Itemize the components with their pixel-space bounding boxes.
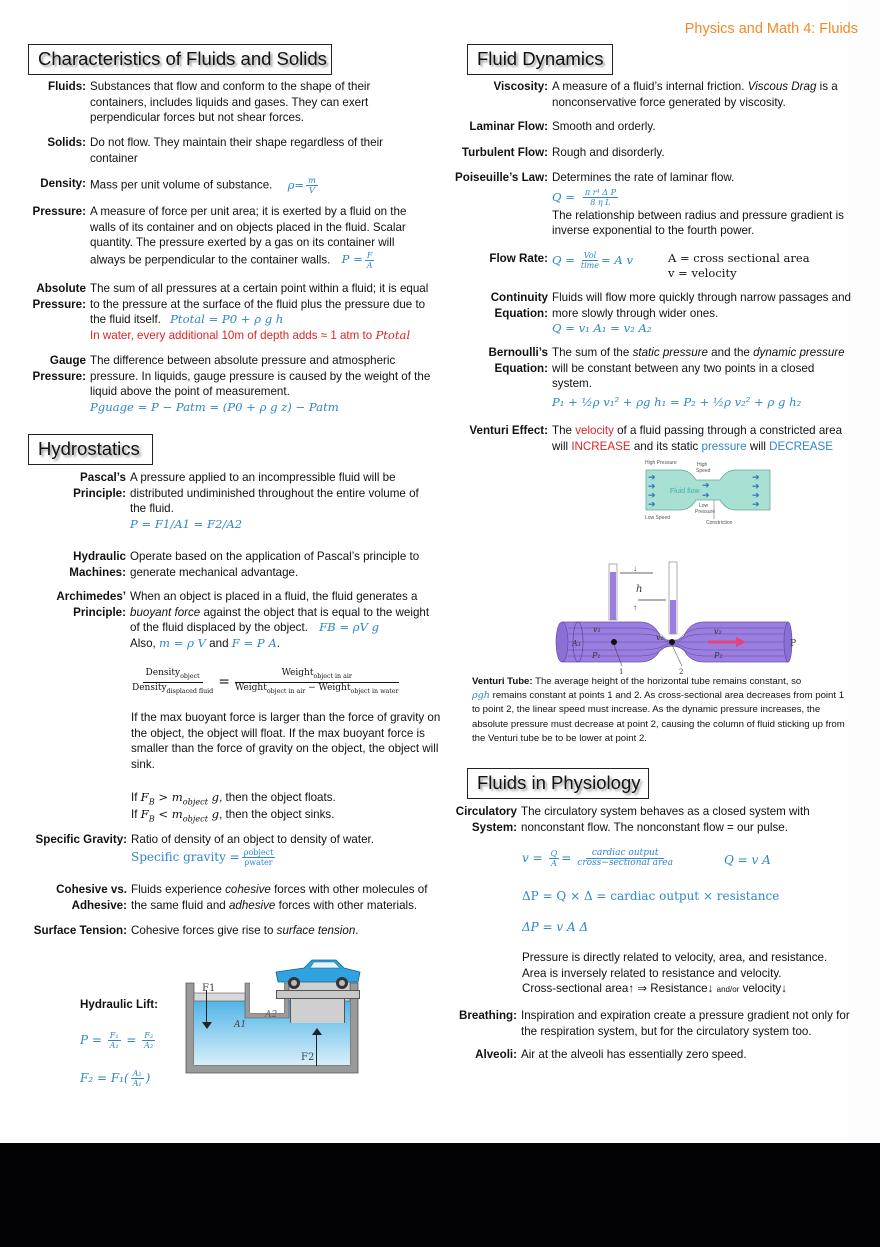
def-velocity: v = velocity (668, 266, 737, 280)
density-ratio-lhs (132, 668, 213, 697)
pascal-label-1: Pascal’s (80, 471, 126, 484)
density-num: m (308, 176, 316, 185)
poiseuille-label: Poiseuille’s Law: (455, 171, 548, 184)
pressure-num: F (366, 250, 373, 260)
hydraulic-lift-formula-1: P = $\frac{\text{F₁}}{\text{A₁}}$ = $\frac{\text{F₂}}{\text{A₂}}$ (80, 1031, 154, 1050)
svg-text:↓: ↓ (633, 564, 637, 573)
flow-rate-definitions (668, 251, 810, 281)
fluids-text: Substances that flow and conform to the shape of their containers, includes liquids and gases. They can exert perpendicular forces but not shear forces. (90, 80, 371, 125)
car-icon (274, 956, 364, 992)
surface-tension-text (131, 923, 440, 939)
viscosity-t1: A measure of a fluid’s internal friction. (552, 80, 748, 93)
rhs-den-a-sub: object in air (266, 687, 306, 695)
f2-arrow (316, 1034, 317, 1066)
archimedes-label-2: Principle: (73, 605, 126, 619)
relation-3c: velocity↓ (739, 982, 788, 996)
archimedes-t2: against the object that is equal to the weight of the fluid displaced by the object. (130, 605, 430, 635)
f1-label: F1 (202, 983, 216, 994)
circulatory-label-2: System: (471, 820, 517, 834)
vf-num2: cardiac output (586, 849, 665, 859)
rhs-num (235, 668, 399, 683)
alveoli-label: Alveoli: (475, 1048, 517, 1061)
cohesive-label-1: Cohesive vs. (56, 883, 127, 896)
period: . (276, 636, 280, 650)
poiseuille-num: π r⁴ Δ P (584, 188, 616, 198)
density-label: Density: (40, 177, 86, 190)
archimedes-entry (20, 589, 440, 651)
hydraulic-machines-label (20, 549, 130, 580)
flow-rate-num: Vol (583, 251, 597, 260)
density-ratio-rhs (235, 668, 399, 697)
cohesive-label (20, 882, 131, 913)
cohesive-t3: forces with other materials. (275, 898, 418, 912)
poiseuille-note: The relationship between radius and pressure gradient is inverse exponential to the fourth power. (552, 208, 844, 238)
turbulent-entry (455, 145, 855, 161)
cohesive-entry (20, 882, 440, 913)
svg-text:↑: ↑ (633, 603, 637, 612)
poiseuille-desc: Determines the rate of laminar flow. (552, 171, 735, 184)
hydraulic-machines-entry (20, 549, 430, 580)
bernoulli-text (552, 345, 855, 412)
cohesive-label-2: Adhesive: (71, 898, 127, 912)
f2-arrowhead-icon (312, 1028, 322, 1035)
vt-t2: remains constant at points 1 and 2. As cross-sectional area decreases from point 1 to point 2, the linear speed must increase. As the dynamic pressure increases, the absolute pressure must decrease at point 2, causing the column of fluid sticking up from the Venturi tube be to be lower at point 2. (472, 690, 845, 744)
svg-text:Pressure: Pressure (695, 509, 716, 515)
depth-note-text: In water, every additional 10m of depth adds ≈ 1 atm to (90, 328, 376, 342)
vf-lhs: v = (522, 851, 543, 865)
absolute-pressure-entry (20, 281, 440, 343)
lhs-num-text: Density (145, 668, 181, 678)
density-formula-lhs: ρ= (287, 177, 305, 192)
vf-frac-2 (577, 849, 673, 868)
pressure-entry (20, 204, 420, 270)
also-text: Also, (130, 636, 159, 650)
lhs-den-text: Density (132, 682, 167, 693)
viscosity-label: Viscosity: (493, 80, 548, 93)
pascal-label-2: Principle: (73, 486, 126, 500)
pressure-relations-text (522, 950, 862, 998)
f1-arrow (206, 990, 207, 1026)
absolute-pressure-label-2: Pressure: (32, 297, 86, 311)
force-formula: F = P A (231, 635, 277, 650)
venturi-tube-caption (472, 675, 852, 746)
poiseuille-den: 8 η L (590, 198, 611, 208)
svg-text:➔: ➔ (752, 490, 760, 500)
density-desc: Mass per unit volume of substance. (90, 178, 273, 192)
st-t1: Cohesive forces give rise to (131, 924, 277, 937)
specific-gravity-desc: Ratio of density of an object to density of water. (131, 833, 374, 846)
viscous-drag-term: Viscous Drag (747, 80, 817, 93)
density-weight-ratio (130, 668, 401, 697)
alveoli-text: Air at the alveoli has essentially zero speed. (521, 1048, 747, 1061)
solids-text: Do not flow. They maintain their shape regardless of their container (90, 136, 384, 165)
circulatory-label (455, 804, 521, 835)
breathing-text: Inspiration and expiration create a pressure gradient not only for the respiration system, but for the circulatory system too. (521, 1009, 850, 1038)
section-title-characteristics: Characteristics of Fluids and Solids (28, 44, 332, 75)
bernoulli-entry (455, 345, 855, 412)
relation-3a: Cross-sectional area↑ ⇒ Resistance↓ (522, 982, 717, 996)
archimedes-t1: When an object is placed in a fluid, the fluid generates a (130, 590, 418, 603)
depth-note (90, 329, 410, 342)
svg-text:2: 2 (679, 668, 684, 676)
bernoulli-label-2: Equation: (494, 361, 548, 375)
pressure-desc: A measure of force per unit area; it is exerted by a fluid on the walls of its container and on objects placed in the fluid. Scalar quantity. The pressure exerted by a gas on its container will always be perpendicular to the container walls. (90, 205, 407, 267)
svg-text:Constriction: Constriction (706, 520, 733, 526)
svg-text:➔: ➔ (752, 499, 760, 509)
floats-rule-text: If $F_B > m_{object}$ g, then the object floats. (131, 790, 336, 807)
vf-den2: cross−sectional area (577, 858, 673, 868)
relation-3b: and/or (716, 985, 740, 995)
density-text (90, 176, 420, 195)
svg-text:1: 1 (619, 668, 624, 676)
depth-note-var: Ptotal (375, 327, 411, 342)
hydraulic-lift-label-text: Hydraulic Lift: (80, 998, 158, 1011)
dynamic-pressure-term: dynamic pressure (753, 346, 845, 359)
bernoulli-label (455, 345, 552, 412)
sinks-rule-text: If $F_B < m_{object}$ g, then the object sinks. (131, 807, 335, 824)
svg-text:P₂: P₂ (714, 651, 723, 660)
svg-text:v₂: v₂ (714, 627, 722, 636)
rhs-den-b: Weight (318, 682, 351, 693)
continuity-label-2: Equation: (494, 306, 548, 320)
absolute-pressure-desc: The sum of all pressures at a certain point within a fluid; it is equal to the pressure at the surface of the fluid plus the pressure due to the fluid itself. (90, 282, 429, 327)
circulatory-text: The circulatory system behaves as a closed system with nonconstant flow. The nonconstant flow = our pulse. (521, 805, 810, 834)
venturi-effect-text (552, 423, 855, 454)
absolute-pressure-label-1: Absolute (36, 282, 86, 295)
svg-text:v₂: v₂ (656, 633, 664, 642)
hydraulic-machines-label-2: Machines: (69, 565, 126, 579)
ve-t3: and its static (630, 439, 702, 453)
cohesive-t1: Fluids experience (131, 883, 226, 896)
continuity-label-1: Continuity (490, 291, 548, 304)
density-fraction (306, 176, 318, 195)
sg-lhs: Specific gravity = (131, 849, 240, 864)
svg-text:v₁: v₁ (593, 625, 601, 634)
sg-fraction (242, 848, 276, 867)
circulatory-entry (455, 804, 855, 835)
and-text: and (205, 636, 232, 650)
laminar-label: Laminar Flow: (469, 120, 548, 133)
density-den: V (309, 186, 315, 195)
delta-p-formula-1: ΔP = Q × Δ = cardiac output × resistance (522, 889, 780, 903)
venturi-tube-figure (548, 558, 798, 676)
floats-condition: $F_B > m_{object}$ g (140, 790, 220, 807)
viscosity-text (552, 79, 855, 110)
flow-formula: Q = v A (724, 853, 771, 867)
a2-label: A2 (265, 1010, 278, 1020)
section-title-hydrostatics: Hydrostatics (28, 434, 153, 465)
fluids-label: Fluids: (48, 80, 86, 93)
pressure-formula (341, 250, 377, 270)
pascal-text (130, 470, 430, 532)
pressure-formula-lhs: P = (341, 252, 363, 267)
venturi-flow-figure (640, 458, 775, 528)
adhesive-term: adhesive (228, 898, 276, 912)
flow-rate-content (552, 251, 855, 280)
poiseuille-formula (552, 188, 620, 208)
turbulent-label: Turbulent Flow: (461, 146, 548, 159)
lhs-den-sub: displaced fluid (166, 687, 214, 695)
density-formula (287, 176, 320, 195)
rhs-den: Weight$_{object in air}$ − Weight$_{object in water}$ (234, 682, 399, 695)
sg-den: ρwater (244, 857, 273, 867)
continuity-desc: Fluids will flow more quickly through narrow passages and more slowly through wider ones. (552, 291, 851, 320)
svg-text:➔: ➔ (702, 490, 710, 500)
flow-rate-entry (455, 251, 855, 280)
cohesive-text (131, 882, 440, 913)
viscosity-t2: is a nonconservative force generated by viscosity. (552, 80, 838, 109)
specific-gravity-text (131, 832, 440, 867)
breathing-entry (455, 1008, 855, 1039)
rhs-num-sub: object in air (313, 672, 352, 680)
rhs-den-a: Weight (234, 682, 267, 693)
gauge-pressure-entry (20, 353, 440, 415)
bernoulli-formula: P₁ + ½ρ v₁² + ρg h₁ = P₂ + ½ρ v₂² + ρ g h₂ (552, 394, 802, 409)
hydraulic-machines-text: Operate based on the application of Pascal’s principle to generate mechanical advantage. (130, 550, 420, 579)
svg-text:➔: ➔ (648, 490, 656, 500)
continuity-formula: Q = v₁ A₁ = v₂ A₂ (552, 321, 652, 336)
pressure-den: A (366, 260, 373, 270)
svg-text:➔: ➔ (752, 481, 760, 491)
continuity-label (455, 290, 552, 337)
section-title-physiology: Fluids in Physiology (467, 768, 649, 799)
svg-text:High: High (697, 462, 708, 468)
turbulent-text: Rough and disorderly. (552, 146, 665, 159)
vf-frac-1 (549, 849, 560, 868)
bernoulli-t1: The sum of the (552, 346, 633, 359)
specific-gravity-entry (20, 832, 440, 867)
rhs-num-text: Weight (281, 668, 314, 678)
gauge-pressure-label (20, 353, 90, 415)
gauge-pressure-desc: The difference between absolute pressure and atmospheric pressure. In liquids, gauge pressure is caused by the weight of the liquid above the point of measurement. (90, 354, 431, 399)
velocity-formula: v = $\frac{Q}{A}$ = $\frac{\text{cardiac output}}{\text{cross−sectional area}}$ (522, 848, 673, 868)
svg-text:Speed: Speed (696, 468, 711, 474)
svg-text:Low Speed: Low Speed (645, 515, 671, 521)
svg-text:➔: ➔ (752, 472, 760, 482)
gauge-pressure-text (90, 353, 440, 415)
continuity-entry (455, 290, 855, 337)
specific-gravity-formula (131, 847, 277, 867)
lhs-num (143, 668, 203, 683)
lhs-den (132, 683, 213, 697)
surface-tension-term: surface tension (276, 924, 356, 937)
ve-t4: will (746, 439, 770, 453)
poiseuille-text (552, 170, 855, 239)
float-sink-text: If the max buoyant force is larger than the force of gravity on the object, the object will float. If the max buoyant force is smaller than the force of gravity on the object, the object will sink. (131, 711, 441, 771)
buoyant-force-term: buoyant force (130, 605, 201, 619)
rho-g-h: ρgh (472, 690, 490, 702)
pressure-relations (522, 950, 862, 998)
laminar-text: Smooth and orderly. (552, 120, 656, 133)
bottom-black-bar (0, 1143, 880, 1247)
svg-text:P: P (790, 639, 797, 649)
a1-label: A1 (234, 1020, 247, 1030)
bernoulli-t2: and the (707, 346, 754, 359)
float-sink-paragraph (131, 710, 441, 772)
alveoli-entry (455, 1047, 855, 1063)
gauge-pressure-label-2: Pressure: (32, 369, 86, 383)
lift-piston-column (290, 999, 345, 1023)
ve-t1: The (552, 424, 576, 437)
gauge-pressure-label-1: Gauge (49, 354, 86, 367)
specific-gravity-label: Specific Gravity: (35, 833, 127, 846)
poiseuille-lhs: Q = (552, 189, 575, 204)
svg-text:High Pressure: High Pressure (645, 460, 677, 466)
rhs-den-b-sub: object in water (350, 687, 399, 695)
pressure-label: Pressure: (32, 205, 86, 218)
def-area: A = cross sectional area (668, 251, 810, 265)
st-t2: . (355, 924, 359, 937)
delta-p-formula-2: ΔP = v A Δ (522, 920, 589, 934)
svg-text:➔: ➔ (648, 481, 656, 491)
buoyant-force-formula: FB = ρV g (319, 620, 380, 635)
lhs-num-sub: object (180, 672, 200, 680)
bernoulli-t3: will be constant between any two points in a closed system. (552, 361, 815, 391)
hydraulic-machines-label-1: Hydraulic (73, 550, 126, 563)
ve-increase: INCREASE (571, 439, 631, 453)
svg-text:Low: Low (699, 503, 709, 509)
absolute-pressure-formula: Ptotal = P0 + ρ g h (170, 312, 284, 327)
solids-entry (20, 135, 420, 166)
archimedes-label (20, 589, 130, 651)
svg-text:➔: ➔ (648, 499, 656, 509)
flow-rate-rhs: = A v (601, 252, 634, 267)
laminar-entry (455, 119, 855, 135)
hydraulic-lift-label (80, 997, 162, 1013)
sg-num: ρobject (243, 847, 274, 857)
floats-rule-tail: , then the object floats. (219, 791, 336, 804)
vt-t1: The average height of the horizontal tube remains constant, so (532, 676, 802, 687)
svg-text:A₁: A₁ (572, 639, 581, 648)
continuity-text (552, 290, 855, 337)
sinks-rule (131, 807, 441, 827)
surface-tension-entry (20, 923, 440, 939)
archimedes-label-1: Archimedes’ (56, 590, 126, 603)
venturi-effect-label: Venturi Effect: (469, 424, 548, 437)
poiseuille-entry (455, 170, 855, 239)
circulatory-label-1: Circulatory (455, 805, 517, 818)
pascal-desc: A pressure applied to an incompressible fluid will be distributed undiminished throughout the entire volume of the fluid. (130, 471, 419, 516)
venturi-effect-entry (455, 423, 855, 454)
pressure-text (90, 204, 420, 270)
sinks-condition: $F_B < m_{object}$ g (140, 807, 220, 824)
archimedes-text (130, 589, 440, 651)
venturi-tube-label: Venturi Tube: (472, 676, 533, 687)
f1-arrowhead-icon (202, 1022, 212, 1029)
fluids-entry (20, 79, 420, 126)
f2-label: F2 (301, 1052, 315, 1063)
flow-rate-fraction (581, 251, 599, 270)
bernoulli-label-1: Bernoulli’s (488, 346, 548, 359)
density-entry (20, 176, 420, 195)
svg-text:Fluid flow: Fluid flow (670, 488, 700, 495)
svg-text:➔: ➔ (648, 472, 656, 482)
breathing-label: Breathing: (459, 1009, 517, 1022)
poiseuille-fraction (583, 188, 618, 207)
svg-text:➔: ➔ (702, 480, 710, 490)
relation-2: Area is inversely related to resistance and velocity. (522, 966, 782, 980)
document-title: Physics and Math 4: Fluids (684, 21, 858, 37)
relation-1: Pressure is directly related to velocity, area, and resistance. (522, 951, 828, 964)
vf-den: A (551, 859, 557, 868)
surface-tension-label: Surface Tension: (33, 924, 127, 937)
vf-num: Q (550, 849, 558, 858)
gauge-pressure-formula: Pguage = P − Patm = (P0 + ρ g z) − Patm (90, 399, 339, 414)
viscosity-entry (455, 79, 855, 110)
cohesive-t2: forces with other molecules of the same fluid and (131, 883, 428, 912)
ve-pressure: pressure (701, 439, 747, 453)
flow-rate-lhs: Q = (552, 252, 575, 267)
absolute-pressure-text (90, 281, 440, 343)
static-pressure-term: static pressure (632, 346, 708, 359)
flow-rate-formula (552, 251, 634, 270)
equals-sign: = (218, 674, 230, 691)
svg-text:P₁: P₁ (592, 651, 601, 660)
ve-decrease: DECREASE (769, 439, 833, 453)
svg-text:h: h (636, 584, 643, 595)
pascal-formula: P = F1/A1 = F2/A2 (130, 516, 243, 531)
sinks-rule-tail: , then the object sinks. (219, 808, 335, 821)
ve-t2: of a fluid passing through a constricted area will (552, 424, 843, 453)
pascal-entry (20, 470, 430, 532)
solids-label: Solids: (47, 136, 86, 149)
pressure-fraction (365, 251, 375, 270)
flow-rate-label: Flow Rate: (489, 252, 548, 265)
absolute-pressure-label (20, 281, 90, 343)
section-title-fluid-dynamics: Fluid Dynamics (467, 44, 613, 75)
cohesive-term: cohesive (225, 883, 271, 896)
pascal-label (20, 470, 130, 532)
flow-rate-den: time (580, 261, 599, 270)
ve-velocity: velocity (575, 424, 614, 437)
hydraulic-lift-formula-2: F₂ = F₁( $\frac{\text{A₂}}{\text{A₁}}$ ) (80, 1069, 151, 1088)
mass-formula: m = ρ V (159, 635, 206, 650)
